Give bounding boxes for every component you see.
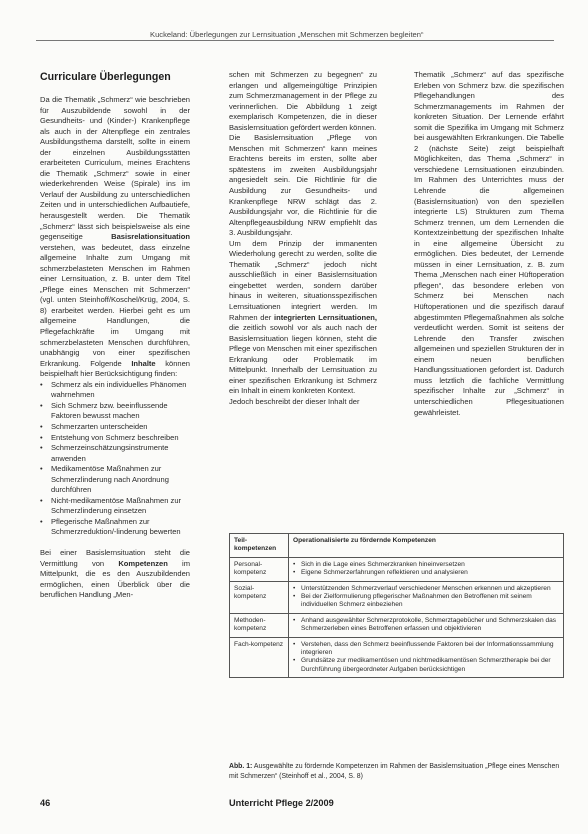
table-cell-label: Personal-kompetenz (230, 557, 289, 581)
table-row (230, 557, 564, 581)
figure-caption (229, 762, 569, 781)
caption-text: Ausgewählte zu fördernde Kompetenzen im Rahmen der Basislernsituation „Pflege eines Menschen mit Schmerzen“ (Steinhoff et al., 2004, S. 8) (229, 763, 560, 780)
page-number: 46 (40, 798, 51, 808)
paragraph: schen mit Schmerzen zu begegnen“ zu erlangen und allgemeingültige Prinzipien zum Schmerzmanagement in der Pflege zu verinnerlichen. Die Abbildung 1 zeigt exemplarisch Kompetenzen, die in dieser Basislernsituation gefördert werden können. (229, 70, 377, 132)
table-cell (289, 557, 564, 581)
table-list-item: • Verstehen, dass den Schmerz beeinflussende Faktoren bei der Informationssammlung integrieren (293, 641, 559, 658)
emphasis-text: Kompetenzen (118, 558, 168, 568)
paragraph: Die Basislernsituation „Pflege von Menschen mit Schmerzen“ kann meines Erachtens bereits im ersten, sollte aber spätestens im zweiten Ausbildungsjahr angesiedelt sein. Die Richtlinie für die Ausbildung zur Gesundheits- und Krankenpflege NRW schlägt das 2. Ausbildungsjahr vor, die Richtlinie für die Altenpflegeausbildung NRW empfiehlt das 3. Ausbildungsjahr. (229, 133, 377, 238)
paragraph-text: Bei einer Basislernsituation steht die Vermittlung von (40, 547, 190, 568)
list-item: • Medikamentöse Maßnahmen zur Schmerzlinderung nach Anordnung durchführen (40, 464, 190, 496)
section-heading: Curriculare Überlegungen (40, 71, 171, 83)
table-header-cell: Teil-kompetenzen (230, 534, 289, 558)
list-item: • Nicht-medikamentöse Maßnahmen zur Schmerzlinderung einsetzen (40, 496, 190, 517)
table-list-item: • Unterstützenden Schmerzverlauf verschiedener Menschen erkennen und akzeptieren (293, 585, 559, 593)
paragraph-text: verstehen, was bedeutet, dass einzelne allgemeine Inhalte zum Umgang mit schmerzbelasteten Menschen im Rahmen einer Lernsituation, z. B. unter dem Titel „Pflege eines Menschen mit Schmerzen“ (vgl. unten Steinhoff/Koschel/Krüg, 2004, S. 8) erarbeitet werden. Hierbei geht es um allgemeine Handlungen, die Pflegefachkräfte im Umgang mit schmerzbelasteten Menschen durchführen, unabhängig von einer spezifischen Erkrankung. Folgende (40, 242, 190, 368)
emphasis-text: Basisrelationsituation (111, 232, 190, 242)
paragraph: Jedoch beschreibt der dieser Inhalt der (229, 396, 360, 406)
table-list-item: • Sich in die Lage eines Schmerzkranken hineinversetzen (293, 561, 559, 569)
table-list-item: • Bei der Zielformulierung pflegerischer Maßnahmen den Betroffenen mit seinem individuellen Schmerz einbeziehen (293, 593, 559, 610)
table-cell-label: Methoden-kompetenz (230, 613, 289, 637)
running-header: Kuckeland: Überlegungen zur Lernsituation „Menschen mit Schmerzen begleiten“ (150, 30, 424, 39)
table-list-item: • Grundsätze zur medikamentösen und nichtmedikamentösen Schmerztherapie bei der Durchführung übergeordneter Aufgaben berücksichtigen (293, 657, 559, 674)
paragraph (40, 95, 190, 380)
list-item: • Pflegerische Maßnahmen zur Schmerzreduktion/-linderung bewerten (40, 517, 190, 538)
table-cell (289, 581, 564, 613)
paragraph (40, 548, 190, 601)
table-cell (289, 613, 564, 637)
table-list-item: • Eigene Schmerzerfahrungen reflektieren und analysieren (293, 569, 559, 577)
journal-footer: Unterricht Pflege 2/2009 (229, 798, 334, 808)
emphasis-text: Inhalte (131, 358, 156, 368)
list-item: • Sich Schmerz bzw. beeinflussende Faktoren bewusst machen (40, 401, 190, 422)
text-column-1 (40, 95, 190, 601)
table-row (230, 637, 564, 678)
list-item: • Schmerzarten unterscheiden (40, 422, 190, 433)
paragraph-text: Um dem Prinzip der immanenten Wiederholung gerecht zu werden, sollte die Thematik „Schmerz“ jedoch nicht ausschließlich in einer Basislernsituation eingebettet werden, sondern darüber hinaus in weiteren, situationsspezifischen Lernsituationen integriert werden. Im Rahmen der (229, 238, 377, 322)
table-cell (289, 637, 564, 678)
table-list-item: • Anhand ausgewählter Schmerzprotokolle, Schmerztagebücher und Schmerzskalen das Schmerzerleben eines Betroffenen erfassen und objektivieren (293, 617, 559, 634)
table-header-cell: Operationalisierte zu fördernde Kompetenzen (289, 534, 564, 558)
table-cell-label: Sozial-kompetenz (230, 581, 289, 613)
table-cell-label: Fach-kompetenz (230, 637, 289, 678)
paragraph-text: Da die Thematik „Schmerz“ wie beschrieben für Auszubildende sowohl in der Gesundheits- und (Kinder-) Krankenpflege als auch in der Altenpflege ein zentrales Ausbildungsthema darstellt, sollte in einem der einzelnen Ausbildungsstätten erarbeiteten Curriculum, meines Erachtens die Thematik „Schmerz“ sowie in einer wiederkehrenden Weise (Spirale) ins im Verlauf der Ausbildung zu unterschiedlichen Zeiten und in unterschiedlichen Aufbautiefe, herausgestellt werden. Die Thematik „Schmerz“ lässt sich beispielsweise als eine gegenseitige (40, 95, 190, 242)
table-header-row (230, 534, 564, 558)
paragraph-text: die zeitlich sowohl vor als auch nach der Basislernsituation liegen können, steht die Pflege von Menschen mit einer spezifischen Erkrankung oder Problematik im Mittelpunkt. Innerhalb der Lernsituation zu einer spezifischen Erkrankung ist Schmerz ein Inhalt in einem konkreten Kontext. (229, 323, 377, 396)
table-row (230, 581, 564, 613)
list-item: • Entstehung von Schmerz beschreiben (40, 433, 190, 444)
list-item: • Schmerz als ein individuelles Phänomen wahrnehmen (40, 380, 190, 401)
header-rule (36, 40, 554, 41)
competence-table (229, 533, 564, 678)
paragraph: Thematik „Schmerz“ auf das spezifische Erleben von Schmerz bzw. die spezifischen Pflegehandlungen des Schmerzmanagements im Rahmen der konkreten Situation. Der Lernende erfährt somit die Spezifika im Umgang mit Schmerz bei ausgewählten Erkrankungen. Die Tabelle 2 (nächste Seite) zeigt beispielhaft Möglichkeiten, das Thema „Schmerz“ in verschiedene Lernsituationen einzubinden. Im Rahmen des Unterrichtes muss der Lehrende die allgemeinen (Basislernsituation) von den speziellen integrierte LS) Strukturen zum Thema Schmerz trennen, um dem Lernenden die Kontextzeinbettung der spezifischen Inhalte in eine allgemeine Übersicht zu ermöglichen. Dies bedeutet, der Lernende müssen in einer Lernsituation, z. B. zum Thema „Menschen nach einer Hüftoperation pflegen“, das besondere erleben von Schmerz bei Menschen nach Hüftoperationen und die spezifisch darauf abgestimmten Pflegemaßnahmen als solche verdeutlicht werden. Somit ist seitens der Lehrende den Transfer zwischen allgemeinen und speziellen Strukturen der in einem neuen beruflichen Handlungssituationen gefordert ist. Dadurch muss letztlich die fachliche Vermittlung spezifischer Inhalte zur „Schmerz“ in unterschiedlichen Pflegesituationen gewährleistet. (414, 70, 564, 417)
list-item: • Schmerzeinschätzungsinstrumente anwenden (40, 443, 190, 464)
paragraph-text: im Mittelpunkt, die es den Auszubildenden ermöglichen, einen Überblick über die beruflichen Handlung „Men- (40, 558, 190, 600)
emphasis-text: integrierten Lernsituationen, (274, 312, 377, 322)
text-column-3 (414, 70, 564, 418)
paragraph (229, 239, 377, 397)
table-row (230, 613, 564, 637)
content-bullet-list (40, 380, 190, 538)
paragraph-text: können beispielhaft hier Berücksichtigung finden: (40, 358, 190, 379)
caption-label: Abb. 1: (229, 763, 253, 770)
text-column-2 (229, 70, 377, 408)
